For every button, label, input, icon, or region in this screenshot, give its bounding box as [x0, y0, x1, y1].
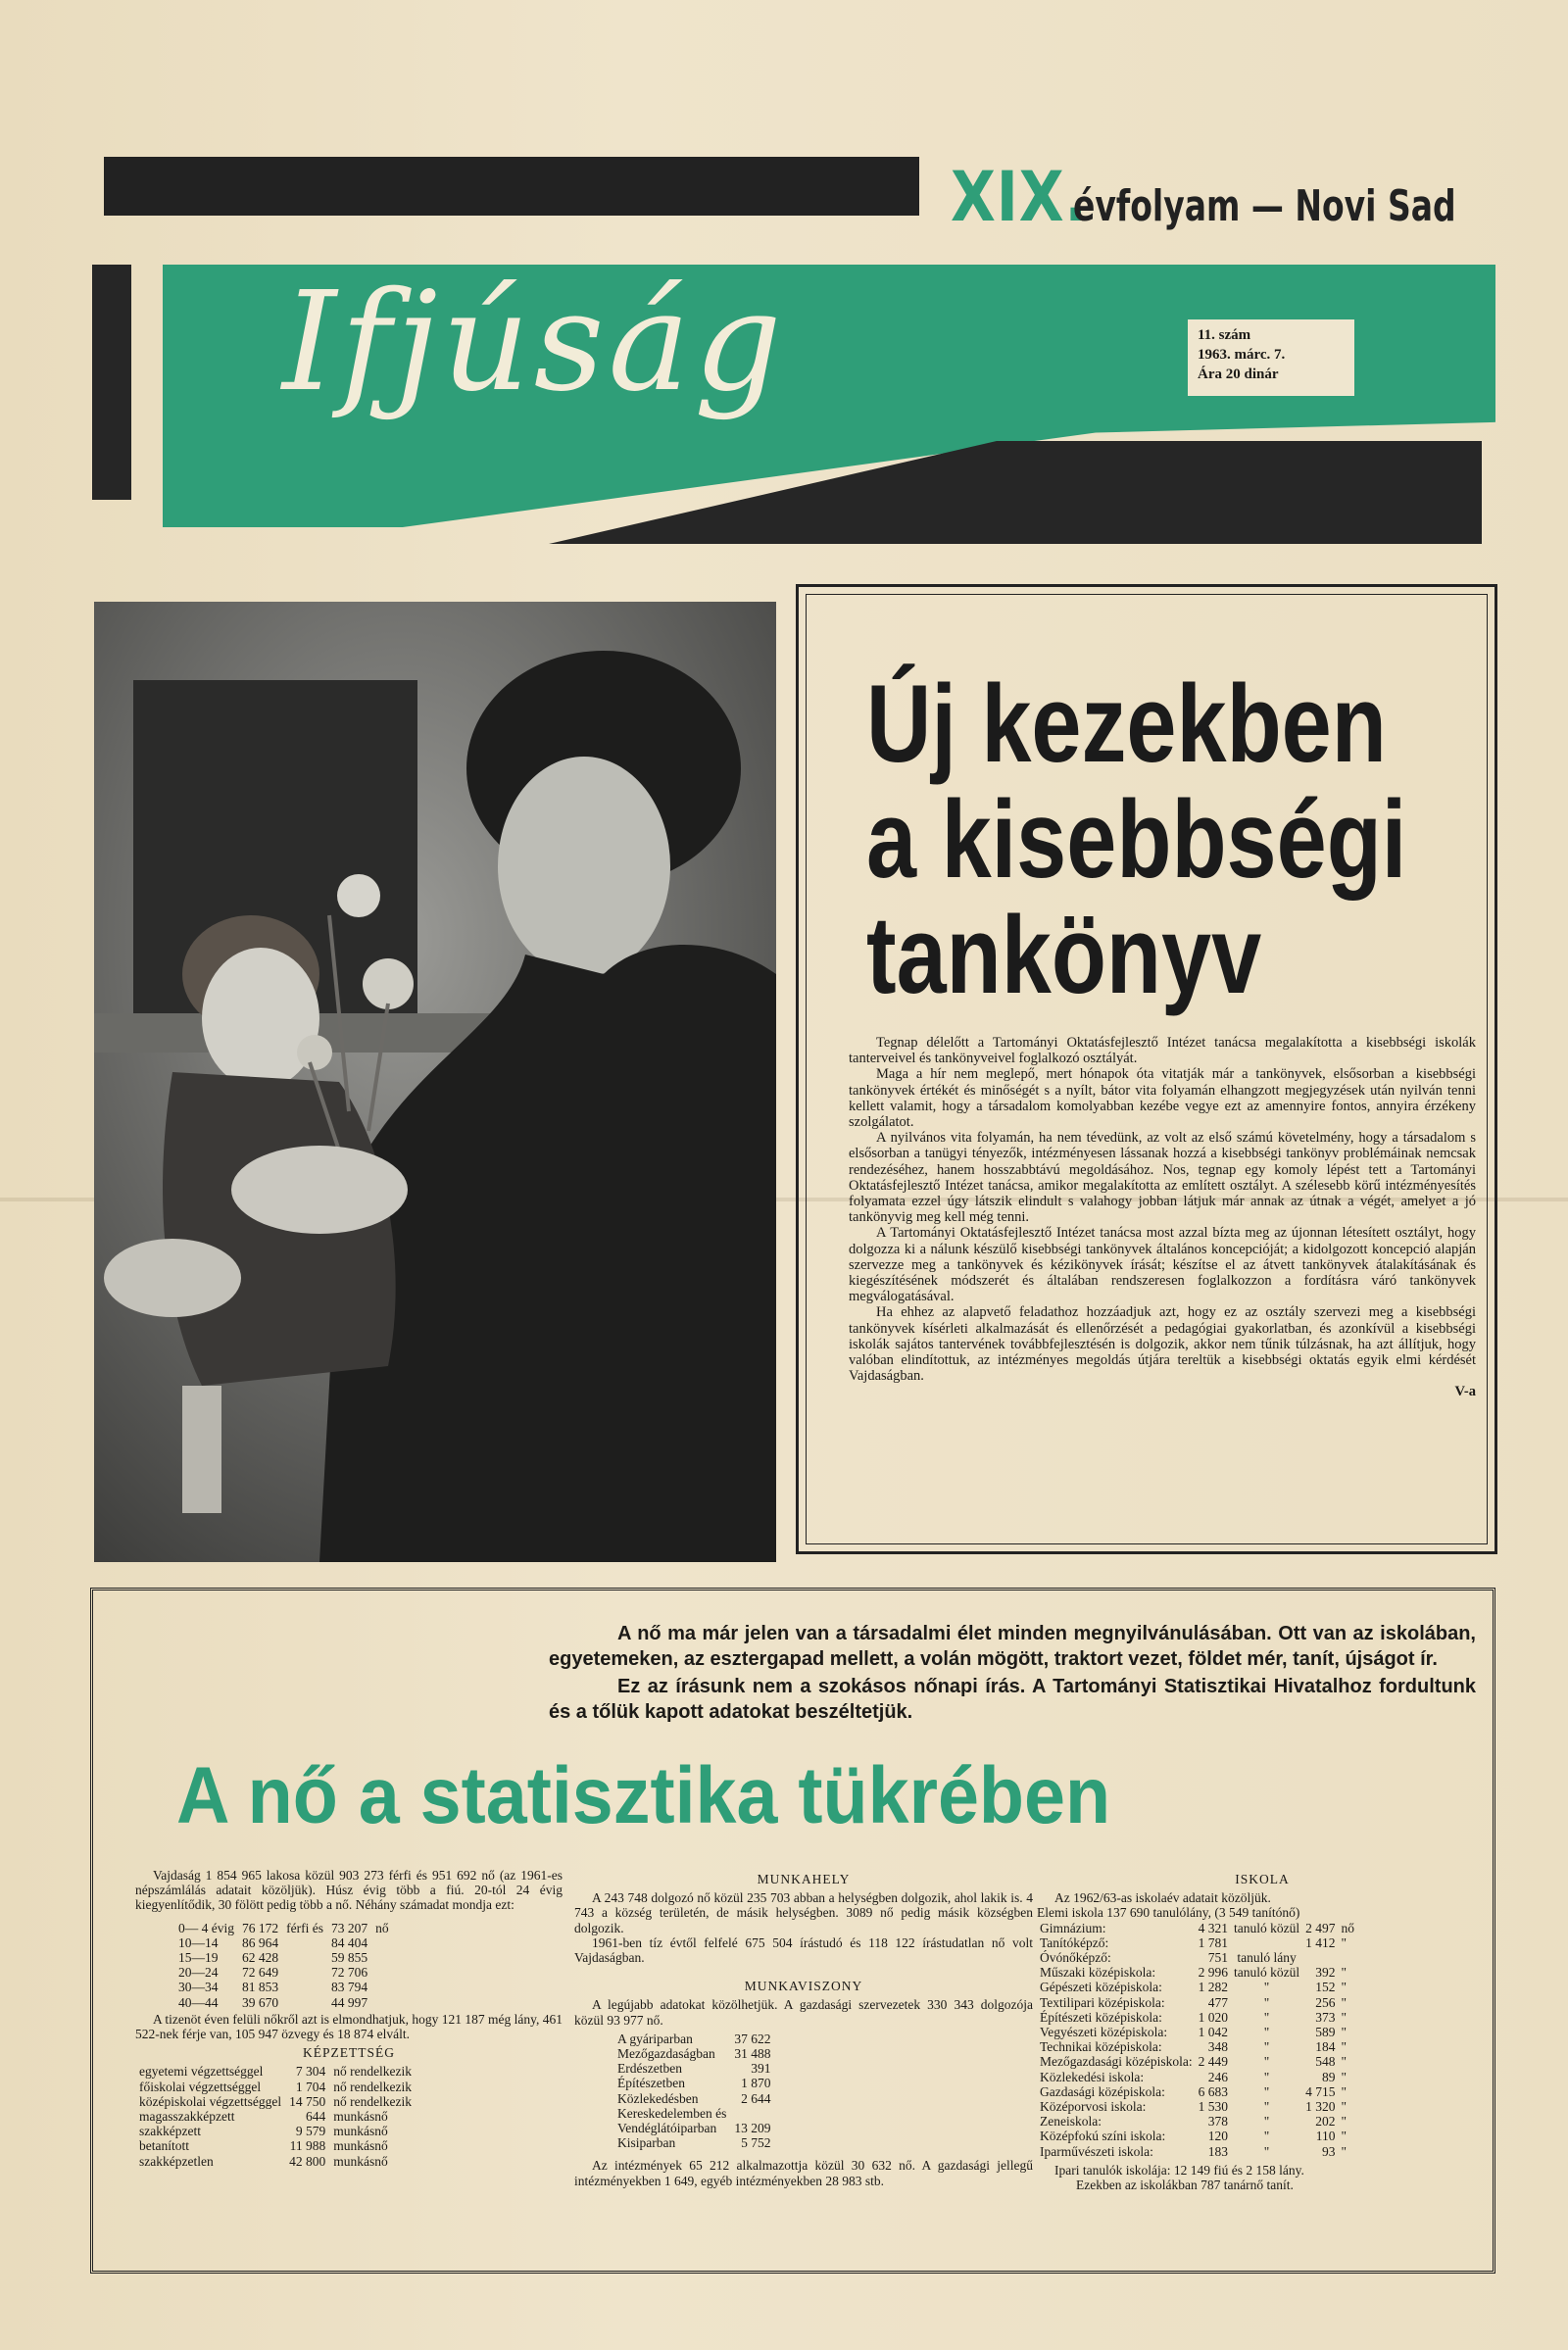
- volume-roman: XIX.: [951, 157, 1088, 237]
- qualification-row-num: 42 800: [289, 2153, 326, 2169]
- age-row-flabel: [371, 1935, 393, 1950]
- sector-row-label: Mezőgazdaságban: [617, 2046, 715, 2062]
- stats-column-population: [135, 1868, 563, 2169]
- school-row-b: 392: [1315, 1965, 1336, 1981]
- age-row-mlabel: [282, 1995, 327, 2010]
- marital-paragraph: A tizenöt éven felüli nőkről azt is elmondhatjuk, hogy 121 187 még lány, 461 522-nek férje van, 105 947 özvegy és 18 874 elvált.: [135, 2011, 563, 2042]
- school-row-mid: ": [1263, 1980, 1270, 1995]
- school-row: [1037, 1950, 1357, 1965]
- school-row-b: 152: [1315, 1980, 1336, 1995]
- school-row-a: 1 282: [1198, 1980, 1228, 1995]
- school-row-name: Építészeti középiskola:: [1040, 2009, 1162, 2025]
- workplace-heading: MUNKAHELY: [757, 1872, 851, 1886]
- school-heading: ISKOLA: [1235, 1872, 1290, 1886]
- elementary-line: Elemi iskola 137 690 tanulólány, (3 549 tanítónő): [1037, 1905, 1300, 1921]
- sector-row: [613, 2135, 774, 2150]
- school-row-name: Középfokú színi iskola:: [1040, 2129, 1166, 2144]
- article-signature: V-a: [1454, 1384, 1476, 1400]
- school-row-name: Textilipari középiskola:: [1040, 1994, 1165, 2010]
- school-row-mid: ": [1263, 2039, 1270, 2055]
- intro-paragraph: A nő ma már jelen van a társadalmi élet minden megnyilvánulásában. Ott van az iskolában, egyetemeken, az esztergapad mellett, a volán mögött, traktort vezet, földet mér, tanít, újságot ír.: [549, 1623, 1476, 1670]
- age-row-mlabel: [282, 1965, 327, 1980]
- school-row-name: Zeneiskola:: [1040, 2114, 1102, 2130]
- qualification-row-num: 9 579: [295, 2124, 326, 2139]
- school-row-b: 373: [1315, 2009, 1336, 2025]
- school-row-a: 2 449: [1198, 2054, 1228, 2070]
- school-row-unit: [1338, 1950, 1357, 1965]
- school-row-unit: ": [1341, 2129, 1347, 2144]
- qualification-row-desc: munkásnő: [333, 2124, 388, 2139]
- school-row-a: 477: [1207, 1994, 1228, 2010]
- school-row-b: 4 715: [1305, 2083, 1336, 2099]
- school-row-unit: ": [1341, 1980, 1347, 1995]
- sector-row: [613, 2121, 774, 2135]
- headline-line-1: Új kezekben: [866, 662, 1387, 785]
- age-row-f: 73 207: [330, 1920, 368, 1935]
- school-row-b: 1 412: [1305, 1934, 1336, 1950]
- school-row-a: 348: [1207, 2039, 1228, 2055]
- school-row-unit: ": [1341, 2039, 1347, 2055]
- qualification-row-label: középiskolai végzettséggel: [139, 2093, 282, 2109]
- age-row-f: 84 404: [330, 1934, 368, 1950]
- school-row-a: 6 683: [1198, 2083, 1228, 2099]
- school-table: [1037, 1921, 1357, 2159]
- qualification-row: [135, 2094, 416, 2109]
- school-row-a: 378: [1207, 2114, 1228, 2130]
- article-body: [849, 1035, 1476, 1400]
- sector-table: [613, 2032, 774, 2151]
- qualification-row: [135, 2154, 416, 2169]
- age-row-m: 81 853: [242, 1980, 279, 1995]
- article-paragraph: Maga a hír nem meglepő, mert hónapok óta vitatják már a tankönyvek, elsősorban a kisebbségi tankönyvek értékét és minőségét s a nyílt, bátor vita folyamán elhangzott megjegyzések után nyilván tenni kellett valamit, hogy a társadalom komolyabban kezébe vegye ezt az amennyire fontos, annyira érzékeny szolgálatot.: [849, 1066, 1476, 1131]
- newspaper-logo: Ifjúság: [282, 263, 786, 422]
- school-row: [1037, 2084, 1357, 2099]
- qualification-row-num: 14 750: [289, 2093, 326, 2109]
- school-row-mid: ": [1263, 2143, 1270, 2159]
- issue-price: Ára 20 dinár: [1198, 367, 1279, 382]
- age-row-f: 59 855: [330, 1950, 368, 1966]
- school-row-unit: ": [1341, 2114, 1347, 2130]
- school-row-b: 589: [1315, 2025, 1336, 2040]
- age-row-flabel: [371, 1950, 393, 1965]
- school-row: [1037, 2010, 1357, 2025]
- age-row-mlabel: [282, 1950, 327, 1965]
- qualification-row: [135, 2064, 416, 2079]
- school-row-mid: ": [1263, 2069, 1270, 2084]
- school-row-mid: ": [1263, 2025, 1270, 2040]
- school-row: [1037, 1935, 1357, 1950]
- school-row-mid: ": [1263, 2083, 1270, 2099]
- qualification-row-num: 644: [305, 2109, 326, 2125]
- school-row-b: 256: [1315, 1994, 1336, 2010]
- sector-row: [613, 2106, 774, 2121]
- school-row-name: Gimnázium:: [1040, 1920, 1106, 1935]
- school-row-unit: ": [1341, 1965, 1347, 1981]
- stats-intro: [549, 1621, 1476, 1727]
- sector-row-label: Vendéglátóiparban: [617, 2121, 717, 2136]
- article-paragraph: Ha ehhez az alapvető feladathoz hozzáadjuk azt, hogy ez az osztály szervezi meg a kisebbségi tankönyvek kísérleti alkalmazását és ellenőrzését a pedagógiai gyakorlatban, és azonkívül a kisebbségi iskolák sajátos tantervének továbbfejlesztésén is dolgozik, akkor nem tűnik túlzásnak, ha azt állítjuk, hogy valóban elindítottuk, az intézményes megoldás útjára tereltük a kisebbségi oktatás egyik elmi kérdését Vajdaságban.: [849, 1304, 1476, 1385]
- school-row: [1037, 2099, 1357, 2114]
- sector-row-label: Erdészetben: [617, 2061, 682, 2077]
- age-row-flabel: [371, 1995, 393, 2010]
- school-row-b: [1302, 1950, 1338, 1965]
- qualification-row-desc: munkásnő: [333, 2138, 388, 2154]
- school-row-name: Közlekedési iskola:: [1040, 2069, 1145, 2084]
- school-row-a: 2 996: [1198, 1965, 1228, 1981]
- school-row-a: 183: [1207, 2143, 1228, 2159]
- age-row-m: 72 649: [242, 1965, 279, 1981]
- qualification-heading: KÉPZETTSÉG: [303, 2045, 395, 2061]
- school-row-a: 120: [1207, 2129, 1228, 2144]
- sector-row-num: 391: [751, 2061, 771, 2077]
- age-row-f: 83 794: [330, 1980, 368, 1995]
- volume-line: [951, 157, 1568, 245]
- age-row-m: 62 428: [242, 1950, 279, 1966]
- sector-row-num: 31 488: [734, 2046, 771, 2062]
- employment-heading: MUNKAVISZONY: [744, 1979, 863, 1994]
- age-row: [174, 1965, 393, 1980]
- school-row-unit: ": [1341, 2025, 1347, 2040]
- school-row-name: Óvónőképző:: [1040, 1950, 1111, 1966]
- age-row: [174, 1995, 393, 2010]
- school-row-mid: ": [1263, 2009, 1270, 2025]
- school-row-name: Technikai középiskola:: [1040, 2039, 1162, 2055]
- school-row-unit: ": [1341, 2009, 1347, 2025]
- age-row-m: 39 670: [242, 1994, 279, 2010]
- school-row-unit: ": [1341, 2054, 1347, 2070]
- school-row-a: 1 530: [1198, 2099, 1228, 2115]
- school-row-mid: ": [1263, 2099, 1270, 2115]
- qualification-row-desc: nő rendelkezik: [333, 2093, 413, 2109]
- age-row-range: 40—44: [178, 1994, 219, 2010]
- qualification-row-num: 11 988: [289, 2138, 326, 2154]
- literacy-paragraph: 1961-ben tíz évtől felfelé 675 504 írástudó és 118 122 írástudatlan nő volt Vajdaságban.: [574, 1934, 1033, 1966]
- school-row-mid: ": [1263, 2114, 1270, 2130]
- qualification-row-label: szakképzetlen: [139, 2153, 214, 2169]
- sector-row: [613, 2061, 774, 2076]
- sector-row-num: 1 870: [741, 2076, 771, 2091]
- qualification-table: [135, 2064, 416, 2168]
- school-row: [1037, 1980, 1357, 1994]
- sector-row-label: Építészetben: [617, 2076, 685, 2091]
- school-row-unit: ": [1341, 2143, 1347, 2159]
- age-row-flabel: nő: [375, 1920, 389, 1935]
- front-photo: [94, 602, 776, 1562]
- school-row-b: 89: [1321, 2069, 1336, 2084]
- article-paragraph: A Tartományi Oktatásfejlesztő Intézet tanácsa most azzal bízta meg az újonnan létesített osztályt, hogy dolgozza ki a nálunk készülő kisebbségi tankönyvek általános koncepcióját; a kidolgozott koncepció alapján szervezze meg a tankönyvek és kézikönyvek írását; készítse el az átvett tankönyvek átalakításának és kiegészítésének módszerét és általában rendszeresen foglalkozzon a fordításra váró tankönyvek megválogatásával.: [849, 1225, 1476, 1305]
- qualification-row: [135, 2138, 416, 2153]
- volume-place: évfolyam — Novi Sad: [1072, 181, 1456, 231]
- article-headline: [866, 662, 1407, 1016]
- age-row-range: 10—14: [178, 1934, 219, 1950]
- school-row: [1037, 1965, 1357, 1980]
- issue-number: 11. szám: [1198, 327, 1251, 343]
- school-row-b: 548: [1315, 2054, 1336, 2070]
- school-row-unit: ": [1341, 2099, 1347, 2115]
- stats-column-school: [1037, 1868, 1488, 2192]
- school-row-a: 1 781: [1198, 1934, 1228, 1950]
- population-paragraph: Vajdaság 1 854 965 lakosa közül 903 273 férfi és 951 692 nő (az 1961-es népszámlálás adatait közöljük). Húsz évig több a fiú. 20-tól 24 évig kiegyenlítődik, 30 fölött pedig több a nő. Néhány számadat mondja ezt:: [135, 1868, 563, 1913]
- school-row-a: 4 321: [1198, 1920, 1228, 1935]
- photo-image: [94, 602, 776, 1562]
- school-row: [1037, 2144, 1357, 2159]
- school-row-mid: [1231, 1935, 1302, 1950]
- school-row-unit: nő: [1341, 1920, 1354, 1935]
- qualification-row-desc: munkásnő: [333, 2109, 388, 2125]
- age-row-m: 86 964: [242, 1934, 279, 1950]
- school-row-name: Műszaki középiskola:: [1040, 1965, 1156, 1981]
- stats-title: A nő a statisztika tükrében: [176, 1751, 1111, 1840]
- age-row-f: 72 706: [330, 1965, 368, 1981]
- issue-box: [1188, 319, 1354, 396]
- school-row: [1037, 2054, 1357, 2069]
- age-row: [174, 1921, 393, 1935]
- school-row-a: 246: [1207, 2069, 1228, 2084]
- school-row-mid: tanuló közül: [1233, 1965, 1300, 1981]
- workplace-paragraph: A 243 748 dolgozó nő közül 235 703 abban a helységben dolgozik, ahol lakik is. 4 743 a község területén, de másik helységben. 3089 nő pedig másik községben dolgozik.: [574, 1890, 1033, 1935]
- sector-row-num: 13 209: [734, 2121, 771, 2136]
- qualification-row-label: szakképzett: [139, 2124, 201, 2139]
- school-row-b: 2 497: [1305, 1920, 1336, 1935]
- qualification-row-desc: munkásnő: [333, 2153, 388, 2169]
- qualification-row-num: 7 304: [295, 2064, 326, 2080]
- school-paragraph: Az 1962/63-as iskolaév adatait közöljük.: [1054, 1890, 1271, 1906]
- sector-row-label: Kereskedelemben és: [617, 2105, 727, 2121]
- age-row-mlabel: [282, 1935, 327, 1950]
- qualification-row: [135, 2109, 416, 2124]
- age-row-range: 20—24: [178, 1965, 219, 1981]
- qualification-row: [135, 2124, 416, 2138]
- institutions-paragraph: Az intézmények 65 212 alkalmazottja közül 30 632 nő. A gazdasági jellegű intézményekben 1 649, egyéb intézményekben 28 983 stb.: [574, 2158, 1033, 2188]
- age-row-flabel: [371, 1965, 393, 1980]
- employment-paragraph: A legújabb adatokat közölhetjük. A gazdasági szervezetek 330 343 dolgozója közül 93 977 nő.: [574, 1997, 1033, 2028]
- qualification-row-desc: nő rendelkezik: [333, 2079, 413, 2094]
- qualification-row: [135, 2080, 416, 2094]
- sector-row-label: Kisiparban: [617, 2135, 676, 2151]
- qualification-row-num: 1 704: [295, 2079, 326, 2094]
- sector-row-num: [730, 2106, 774, 2121]
- school-row-name: Középorvosi iskola:: [1040, 2099, 1147, 2115]
- school-row-b: 110: [1315, 2129, 1336, 2144]
- school-row-b: 202: [1315, 2114, 1336, 2130]
- school-row-b: 184: [1315, 2039, 1336, 2055]
- sector-row: [613, 2046, 774, 2061]
- age-row-flabel: [371, 1980, 393, 1994]
- school-row-mid: tanuló közül: [1233, 1920, 1300, 1935]
- school-row: [1037, 2114, 1357, 2129]
- school-row-unit: ": [1341, 1994, 1347, 2010]
- school-row-unit: ": [1341, 2083, 1347, 2099]
- school-row: [1037, 1921, 1357, 1935]
- headline-line-3: tankönyv: [866, 894, 1262, 1016]
- industrial-school-paragraph: Ipari tanulók iskolája: 12 149 fiú és 2 158 lány.: [1054, 2162, 1304, 2178]
- age-row-m: 76 172: [242, 1920, 279, 1935]
- article-paragraph: A nyilvános vita folyamán, ha nem tévedünk, az volt az első számú követelmény, hogy a társadalom s elsősorban a tanügyi tényezők, intézményesen lássanak hozzá a kisebbségi tankönyv problémáinak nemcsak rendezéséhez, hanem hosszabbtávú megoldásához. Nos, tegnap egy komoly lépést tett a Tartományi Oktatásfejlesztő Intézet tanácsa, amikor megalakította az említett osztályt. A szélesebb körű intézményesítés folyamata ezzel úgy látszik elindult s valahogy jobban látjuk már annak az útnak a végét, amelyet a jó tankönyvig meg kell még tenni.: [849, 1130, 1476, 1226]
- intro-paragraph: Ez az írásunk nem a szokásos nőnapi írás. A Tartományi Statisztikai Hivatalhoz fordultunk és a tőlük kapott adatokat beszéltetjük.: [549, 1676, 1476, 1723]
- school-row-a: 1 042: [1198, 2025, 1228, 2040]
- qualification-row-desc: nő rendelkezik: [333, 2064, 413, 2080]
- headline-line-2: a kisebbségi: [866, 778, 1407, 901]
- school-row: [1037, 2129, 1357, 2143]
- masthead-black-bar: [104, 157, 919, 216]
- school-row-name: Gazdasági középiskola:: [1040, 2083, 1165, 2099]
- school-row: [1037, 2025, 1357, 2039]
- school-row-mid: ": [1263, 2129, 1270, 2144]
- article-paragraph: Tegnap délelőtt a Tartományi Oktatásfejlesztő Intézet tanácsa megalakította a kisebbségi iskolák tanterveivel és tankönyveivel foglalkozó osztályát.: [849, 1035, 1476, 1067]
- qualification-row-label: egyetemi végzettséggel: [139, 2064, 264, 2080]
- sector-row-num: 37 622: [734, 2031, 771, 2046]
- school-row-name: Iparművészeti iskola:: [1040, 2143, 1153, 2159]
- school-row-name: Vegyészeti középiskola:: [1040, 2025, 1168, 2040]
- sector-row: [613, 2076, 774, 2090]
- age-row-range: 30—34: [178, 1980, 219, 1995]
- age-table: [174, 1921, 393, 2010]
- school-row-b: 1 320: [1305, 2099, 1336, 2115]
- school-row-a: 751: [1207, 1950, 1228, 1966]
- age-row-range: 0— 4 évig: [178, 1920, 234, 1935]
- school-row-a: 1 020: [1198, 2009, 1228, 2025]
- sector-row-label: A gyáriparban: [617, 2031, 693, 2046]
- school-row: [1037, 2039, 1357, 2054]
- school-row-unit: ": [1341, 1934, 1347, 1950]
- teachers-paragraph: Ezekben az iskolákban 787 tanárnő tanít.: [1076, 2178, 1294, 2193]
- age-row: [174, 1935, 393, 1950]
- school-row: [1037, 1995, 1357, 2010]
- age-row: [174, 1980, 393, 1994]
- school-row-name: Gépészeti középiskola:: [1040, 1980, 1162, 1995]
- sector-row-label: Közlekedésben: [617, 2090, 699, 2106]
- age-row-range: 15—19: [178, 1950, 219, 1966]
- school-row-name: Tanítóképző:: [1040, 1934, 1109, 1950]
- school-row-unit: ": [1341, 2069, 1347, 2084]
- school-row: [1037, 2070, 1357, 2084]
- school-row-mid: ": [1263, 1994, 1270, 2010]
- issue-date: 1963. márc. 7.: [1198, 347, 1286, 363]
- age-row-mlabel: férfi és: [286, 1920, 323, 1935]
- age-row-f: 44 997: [330, 1994, 368, 2010]
- qualification-row-label: betanított: [139, 2138, 189, 2154]
- sector-row-num: 2 644: [741, 2090, 771, 2106]
- school-row-mid: ": [1263, 2054, 1270, 2070]
- school-row-mid: tanuló lány: [1237, 1950, 1297, 1966]
- stats-column-work: [574, 1868, 1033, 2188]
- sector-row: [613, 2032, 774, 2046]
- age-row-mlabel: [282, 1980, 327, 1994]
- sector-row-num: 5 752: [741, 2135, 771, 2151]
- sector-row: [613, 2091, 774, 2106]
- age-row: [174, 1950, 393, 1965]
- school-row-b: 93: [1321, 2143, 1336, 2159]
- school-row-name: Mezőgazdasági középiskola:: [1040, 2054, 1193, 2070]
- qualification-row-label: magasszakképzett: [139, 2109, 235, 2125]
- qualification-row-label: főiskolai végzettséggel: [139, 2079, 262, 2094]
- masthead-left-bar: [92, 265, 131, 500]
